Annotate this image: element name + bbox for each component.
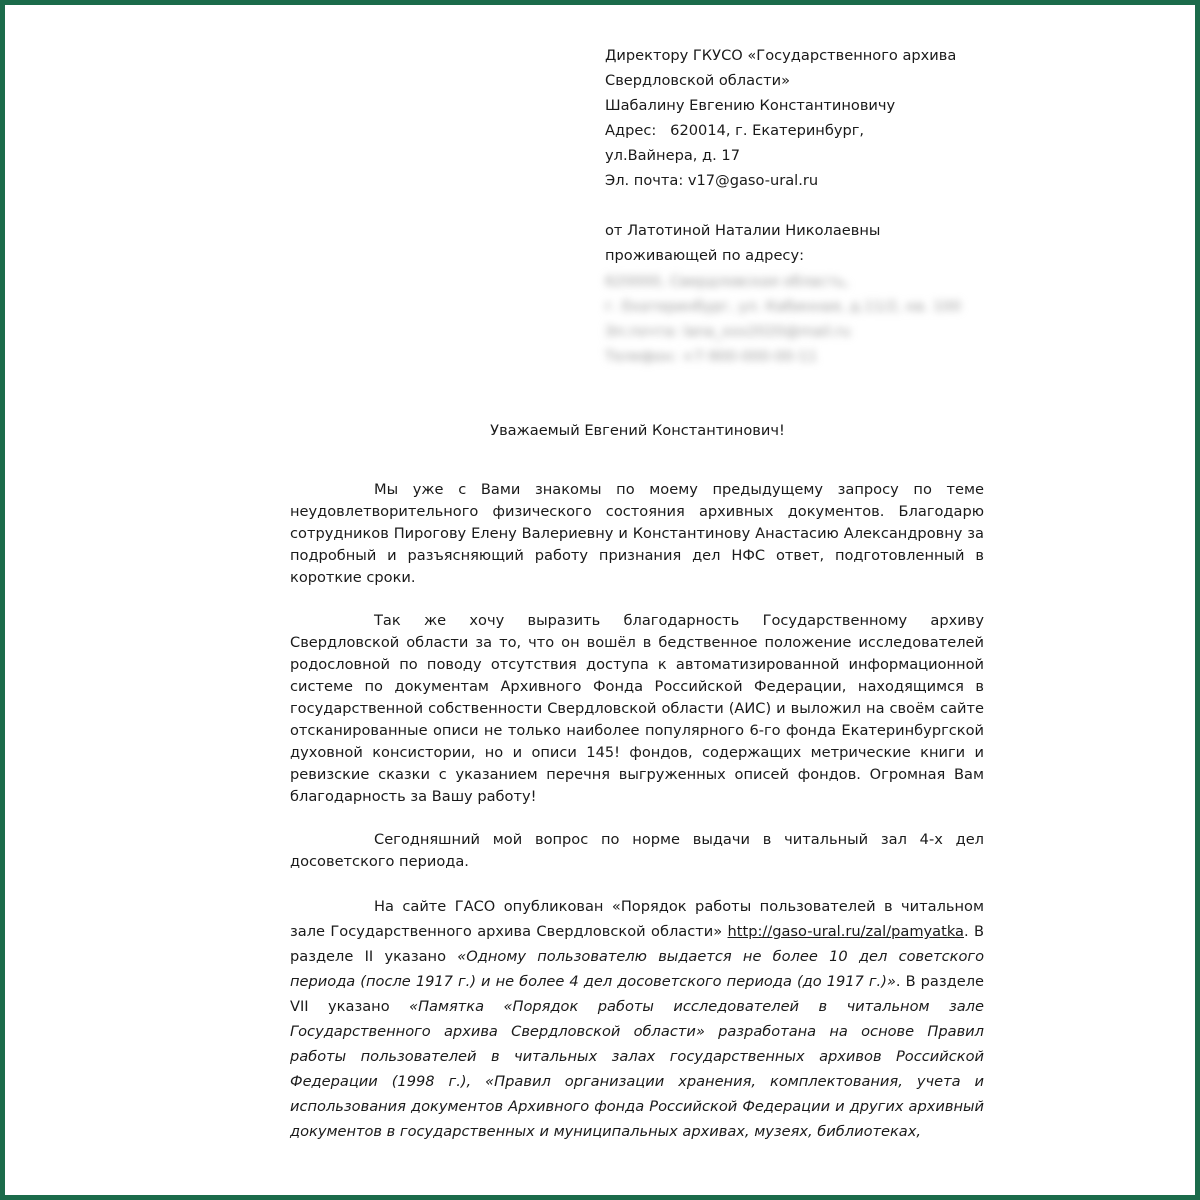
addressee-line: ул.Вайнера, д. 17	[605, 147, 740, 164]
letter-body	[290, 479, 984, 1144]
salutation: Уважаемый Евгений Константинович!	[490, 422, 785, 439]
addressee-block	[605, 43, 995, 268]
addressee-line: Эл. почта: v17@gaso-ural.ru	[605, 172, 819, 189]
sender-line: от Латотиной Наталии Николаевны	[605, 222, 881, 239]
paragraph-4-text: . В разделе II указано	[290, 923, 984, 965]
redacted-line: Телефон: +7-900-000-00-11	[605, 348, 818, 365]
paragraph-4	[290, 894, 984, 1144]
addressee-line: Свердловской области»	[605, 72, 791, 89]
paragraph-1: Мы уже с Вами знакомы по моему предыдущему запросу по теме неудовлетворительного физического состояния архивных документов. Благодарю сотрудников Пирогову Елену Валериевну и Константинову Анастасию Александровну за подробный и разъясняющий работу признания дел НФС ответ, подготовленный в короткие сроки.	[290, 481, 984, 586]
redacted-address-block	[605, 269, 965, 369]
addressee-line: Директору ГКУСО «Государственного архива	[605, 47, 957, 64]
paragraph-3: Сегодняшний мой вопрос по норме выдачи в читальный зал 4-х дел досоветского периода.	[290, 831, 984, 870]
quote-section-7: «Памятка «Порядок работы исследователей в читальном зале Государственного архива Свердловской области» разработана на основе Правил работы пользователей в читальных залах государственных архивов Российской Федерации (1998 г.), «Правил организации хранения, комплектования, учета и использования документов Архивного фонда Российской Федерации и других архивный документов в государственных и муниципальных архивах, музеях, библиотеках,	[290, 998, 984, 1140]
addressee-line: Шабалину Евгению Константиновичу	[605, 97, 896, 114]
redacted-line: г. Екатеринбург, ул. Кабинная, д.11/2, кв. 100	[605, 298, 961, 315]
sender-line: проживающей по адресу:	[605, 247, 805, 264]
paragraph-2: Так же хочу выразить благодарность Государственному архиву Свердловской области за то, что он вошёл в бедственное положение исследователей родословной по поводу отсутствия доступа к автоматизированной информационной системе по документам Архивного Фонда Российской Федерации, находящимся в государственной собственности Свердловской области (АИС) и выложил на своём сайте отсканированные описи не только наиболее популярного 6-го фонда Екатеринбургской духовной консистории, но и описи 145! фондов, содержащих метрические книги и ревизские сказки с указанием перечня выгруженных описей фондов. Огромная Вам благодарность за Вашу работу!	[290, 612, 984, 805]
paragraph-4-text: . В разделе VII указано	[290, 973, 984, 1015]
paragraph-4-text: На сайте ГАСО опубликован «Порядок работы пользователей в читальном зале Государственного архива Свердловской области»	[290, 898, 984, 940]
pamyatka-link[interactable]: http://gaso-ural.ru/zal/pamyatka	[727, 923, 964, 940]
addressee-line: Адрес: 620014, г. Екатеринбург,	[605, 122, 865, 139]
redacted-line: Эл.почта: lana_xxx2020@mail.ru	[605, 323, 851, 340]
quote-section-2: «Одному пользователю выдается не более 10 дел советского периода (после 1917 г.) и не более 4 дел досоветского периода (до 1917 г.)»	[290, 948, 985, 990]
spacer	[605, 193, 995, 218]
redacted-line: 620000, Свердловская область,	[605, 273, 850, 290]
